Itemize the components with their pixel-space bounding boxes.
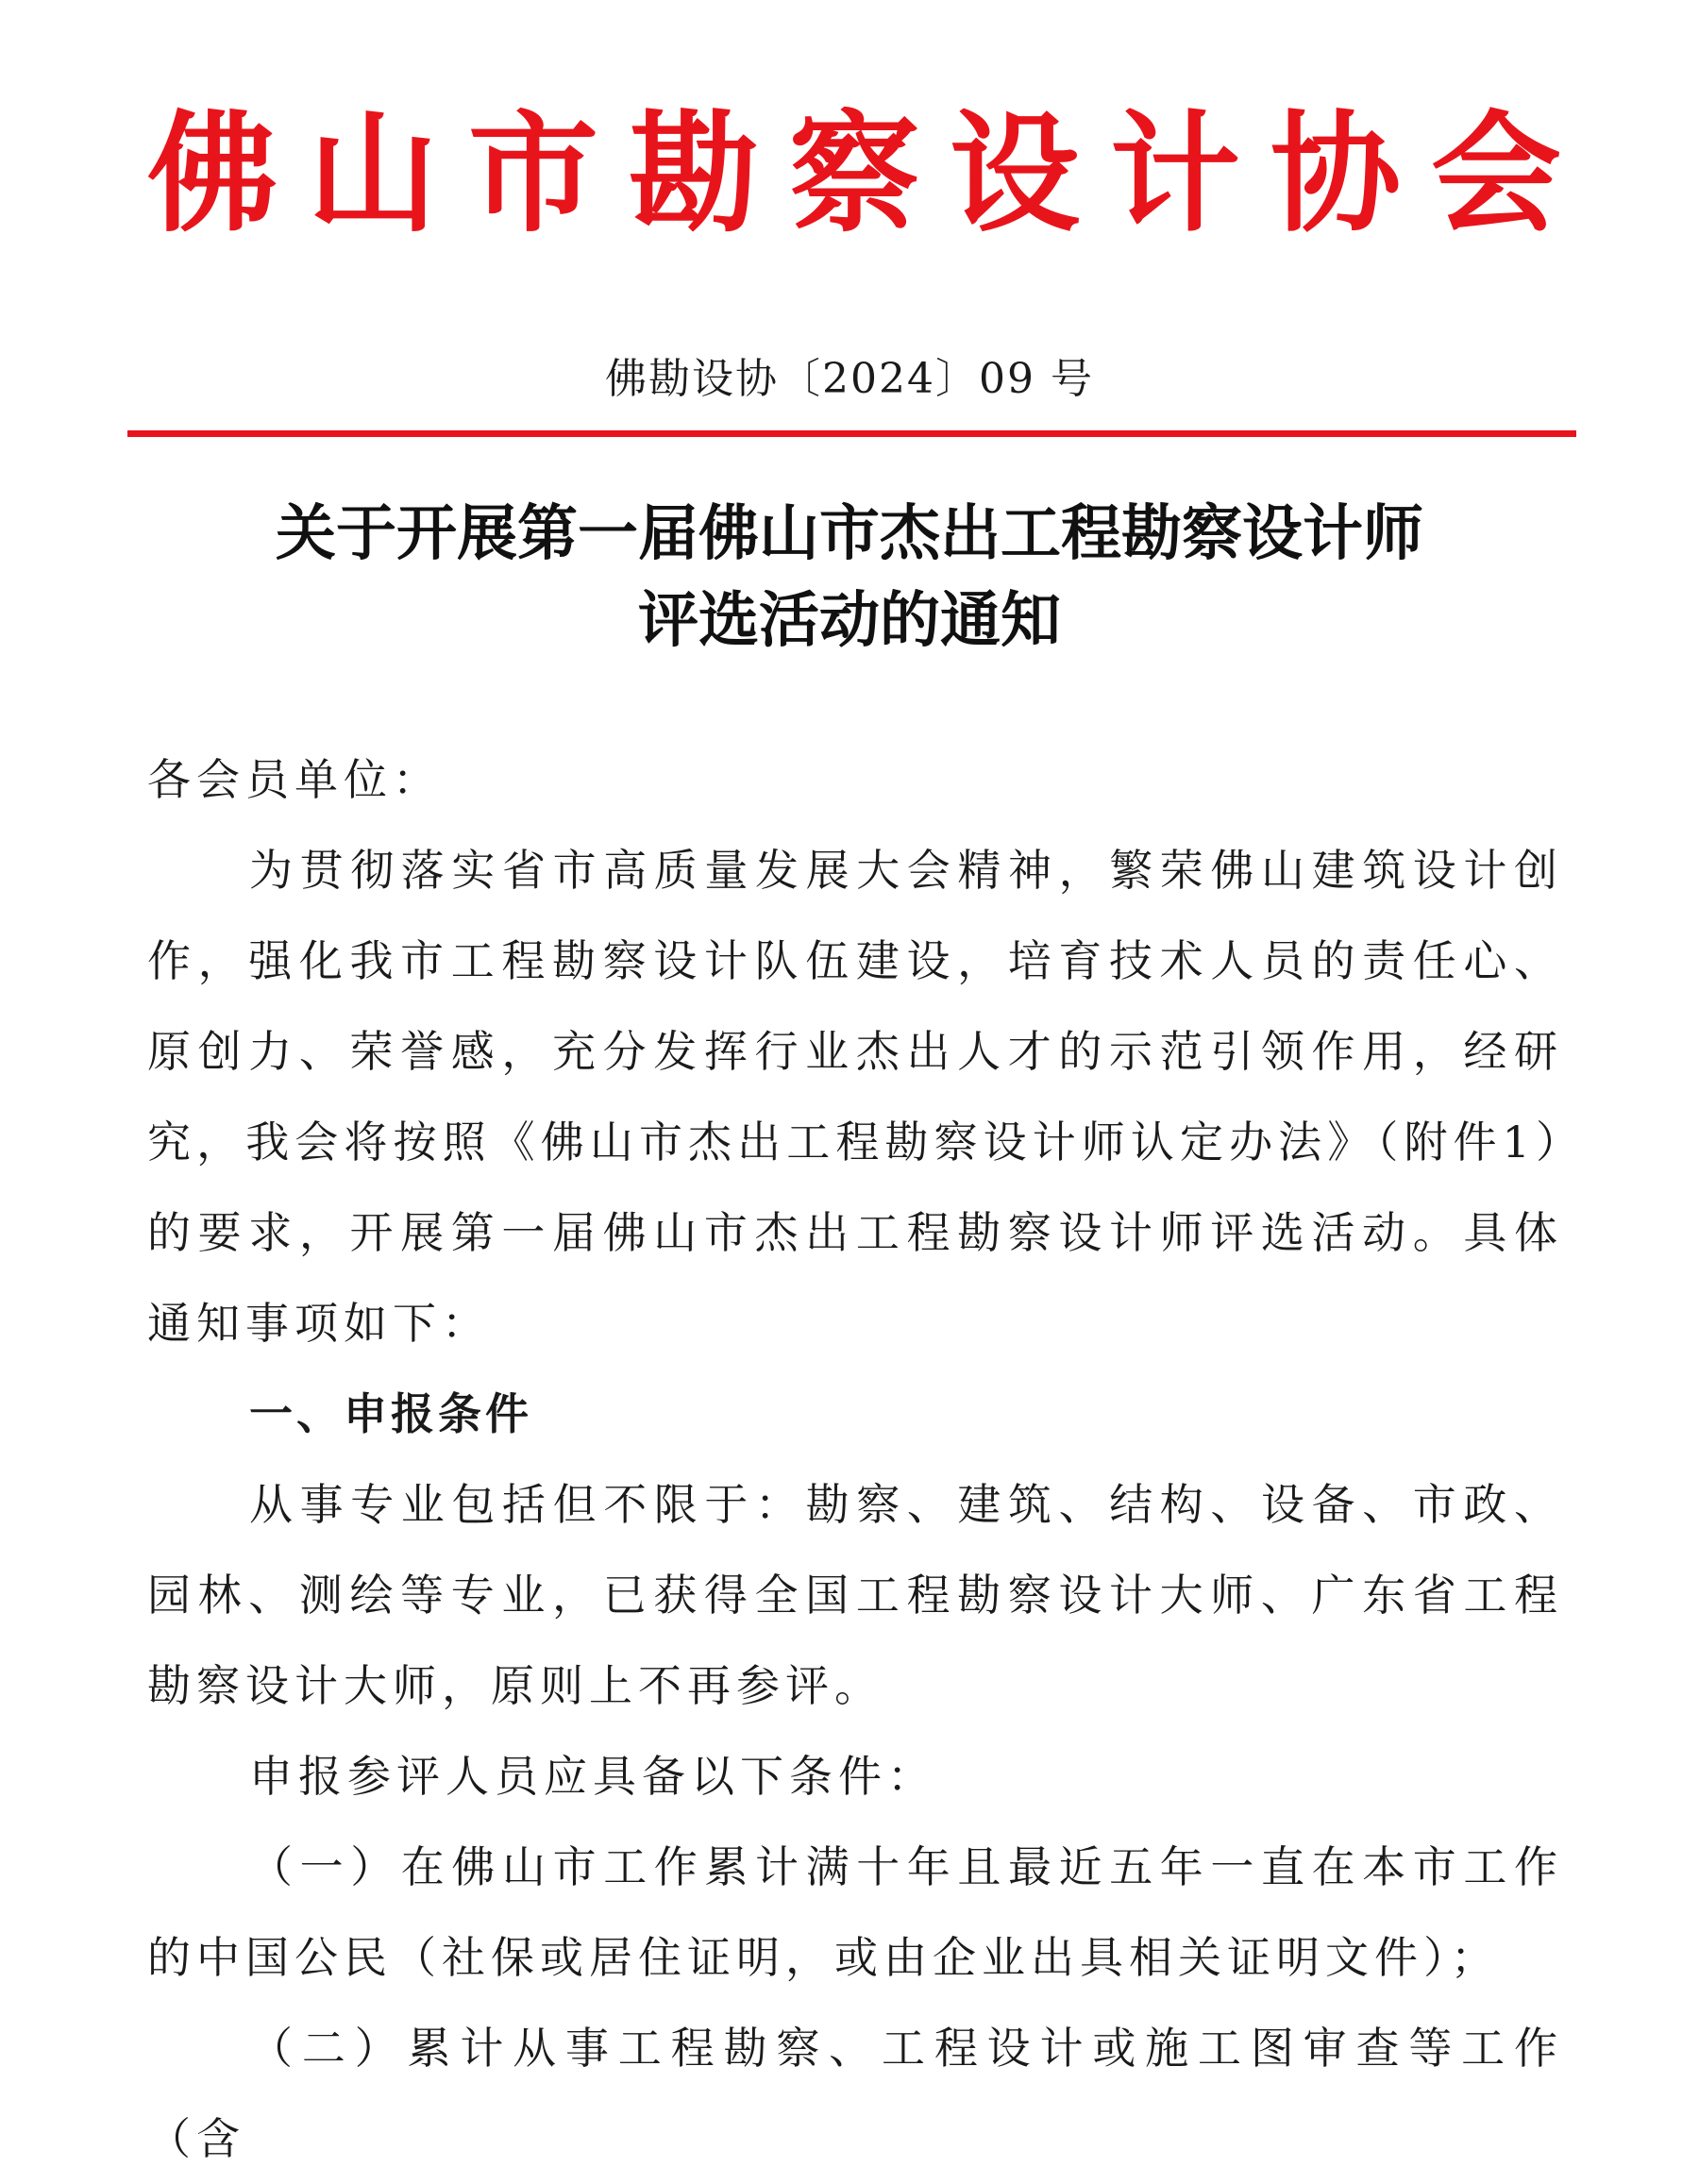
section-heading-conditions: 一、申报条件: [249, 1388, 532, 1439]
document-title: [0, 491, 1699, 664]
requirements-intro: 申报参评人员应具备以下条件：: [249, 1751, 936, 1802]
masthead-char: 勘: [628, 98, 759, 250]
requirement-item-2: （二）累计从事工程勘察、工程设计或施工图审查等工作（含: [147, 2023, 1563, 2164]
masthead-org-name: [142, 98, 1567, 250]
requirement-item-1: （一）在佛山市工作累计满十年且最近五年一直在本市工作的中国公民（社保或居住证明，或由企业出具相关证明文件）；: [147, 1841, 1563, 1983]
masthead-char: 市: [467, 98, 598, 250]
scope-paragraph: 从事专业包括但不限于：勘察、建筑、结构、设备、市政、园林、测绘等专业，已获得全国工程勘察设计大师、广东省工程勘察设计大师，原则上不再参评。: [147, 1479, 1563, 1711]
masthead-char: 设: [949, 98, 1080, 250]
masthead-char: 计: [1109, 98, 1240, 250]
masthead-char: 佛: [146, 98, 278, 250]
intro-paragraph: 为贯彻落实省市高质量发展大会精神，繁荣佛山建筑设计创作，强化我市工程勘察设计队伍建设，培育技术人员的责任心、原创力、荣誉感，充分发挥行业杰出人才的示范引领作用，经研究，我会将按照《佛山市杰出工程勘察设计师认定办法》（附件1）的要求，开展第一届佛山市杰出工程勘察设计师评选活动。具体通知事项如下：: [147, 845, 1563, 1349]
title-line-2: 评选活动的通知: [638, 586, 1061, 656]
salutation: 各会员单位：: [147, 754, 442, 805]
masthead-char: 会: [1430, 98, 1561, 250]
red-divider-line: [127, 430, 1576, 437]
masthead-char: 察: [788, 98, 919, 250]
masthead-char: 山: [307, 98, 438, 250]
document-number: 佛勘设协〔2024〕09 号: [605, 355, 1094, 403]
title-line-1: 关于开展第一届佛山市杰出工程勘察设计师: [276, 499, 1423, 569]
masthead-char: 协: [1270, 98, 1401, 250]
